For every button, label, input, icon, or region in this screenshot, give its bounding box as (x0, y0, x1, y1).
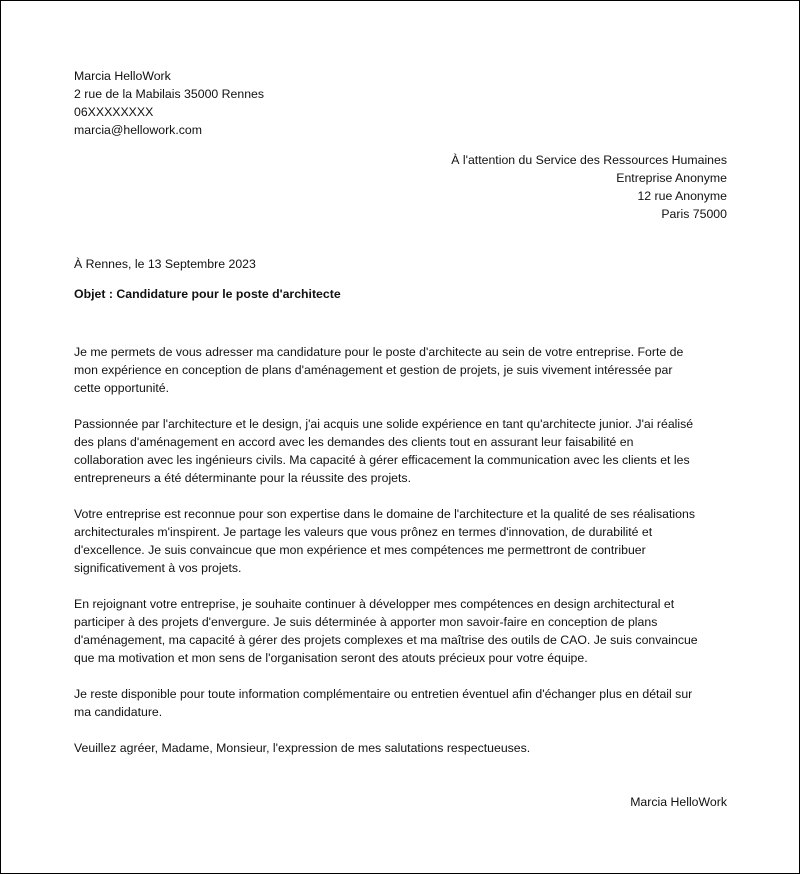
letter-body (74, 343, 734, 775)
paragraph-line: significativement à vos projets. (74, 561, 242, 575)
recipient-attention: À l'attention du Service des Ressources Humaines (451, 153, 727, 167)
paragraph-line: Veuillez agréer, Madame, Monsieur, l'expression de mes salutations respectueuses. (74, 741, 531, 755)
paragraph-line: ma candidature. (74, 705, 163, 719)
sender-name: Marcia HelloWork (74, 69, 171, 83)
sender-phone: 06XXXXXXXX (74, 105, 154, 119)
sender-block (74, 67, 264, 139)
paragraph-intro (74, 343, 734, 397)
paragraph-line: cette opportunité. (74, 381, 170, 395)
paragraph-closing (74, 739, 734, 757)
signature: Marcia HelloWork (630, 795, 727, 809)
paragraph-line: mon expérience en conception de plans d'aménagement et gestion de projets, je suis vivement intéressée par (74, 363, 673, 377)
recipient-company: Entreprise Anonyme (616, 171, 727, 185)
paragraph-line: entrepreneurs a été déterminante pour la réussite des projets. (74, 471, 411, 485)
paragraph-goals (74, 595, 734, 667)
recipient-block (451, 151, 727, 223)
paragraph-line: d'aménagement, ma capacité à gérer des projets complexes et ma maîtrise des outils de CAO. Je suis convaincue (74, 633, 698, 647)
paragraph-line: participer à des projets d'envergure. Je suis déterminée à apporter mon savoir-faire en conception de plans (74, 615, 658, 629)
paragraph-line: architecturales m'inspirent. Je partage les valeurs que vous prônez en termes d'innovation, de durabilité et (74, 525, 653, 539)
paragraph-line: que ma motivation et mon sens de l'organisation seront des atouts précieux pour votre équipe. (74, 651, 588, 665)
recipient-street: 12 rue Anonyme (637, 189, 727, 203)
sender-email: marcia@hellowork.com (74, 123, 202, 137)
paragraph-company (74, 505, 734, 577)
paragraph-experience (74, 415, 734, 487)
sender-address: 2 rue de la Mabilais 35000 Rennes (74, 87, 265, 101)
paragraph-line: d'excellence. Je suis convaincue que mon expérience et mes compétences me permettront de contribuer (74, 543, 646, 557)
paragraph-line: collaboration avec les ingénieurs civils. Ma capacité à gérer efficacement la communication avec les clients et les (74, 453, 690, 467)
paragraph-availability (74, 685, 734, 721)
date-line: À Rennes, le 13 Septembre 2023 (74, 257, 256, 271)
paragraph-line: Passionnée par l'architecture et le design, j'ai acquis une solide expérience en tant qu'architecte junior. J'ai réalisé (74, 417, 694, 431)
paragraph-line: des plans d'aménagement en accord avec les demandes des clients tout en assurant leur faisabilité en (74, 435, 634, 449)
paragraph-line: Je reste disponible pour toute information complémentaire ou entretien éventuel afin d'échanger plus en détail sur (74, 687, 693, 701)
subject-line: Objet : Candidature pour le poste d'architecte (74, 287, 341, 301)
paragraph-line: En rejoignant votre entreprise, je souhaite continuer à développer mes compétences en design architectural et (74, 597, 675, 611)
paragraph-line: Je me permets de vous adresser ma candidature pour le poste d'architecte au sein de votre entreprise. Forte de (74, 345, 684, 359)
paragraph-line: Votre entreprise est reconnue pour son expertise dans le domaine de l'architecture et la qualité de ses réalisations (74, 507, 695, 521)
recipient-city: Paris 75000 (661, 207, 727, 221)
